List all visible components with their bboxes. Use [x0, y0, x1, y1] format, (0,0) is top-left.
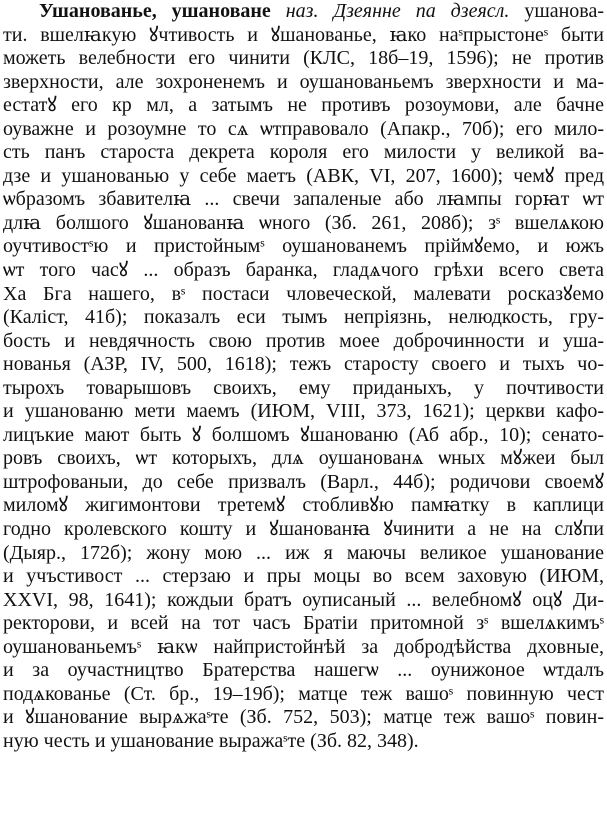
headword: Ушанованье, ушановане — [39, 0, 271, 22]
dictionary-entry — [3, 0, 604, 754]
entry-line: бость и невдячность свою против моее доброчинности и уша- — [3, 329, 604, 352]
entry-line: подѧкованье (Ст. бр., 19–19б); матце теж вашоˢ повинную чест — [3, 682, 604, 705]
entry-line: длꙗ болшого ꙋшанованꙗ ѡного (Зб. 261, 208б); зˢ вшелѧкою — [3, 211, 604, 234]
entry-line: и за оучастництво Братерства нашегѡ ... оунижоное ѡтдалъ — [3, 659, 604, 682]
entry-line: нованья (АЗР, IV, 500, 1618); тежъ старосту своего и тыхъ чо- — [3, 353, 604, 376]
entry-line: тырохъ товарышовъ своихъ, ему приданыхъ, у почтивости — [3, 376, 604, 399]
entry-text-segment: ушанова- — [524, 0, 604, 22]
entry-line: лицъкие мают быть ꙋ болшомъ ꙋшанованю (Аб абр., 10); сенато- — [3, 423, 604, 446]
entry-line: и учъстивост ... стерзаю и пры моцы во всем заховую (ИЮМ, — [3, 565, 604, 588]
entry-line: ровъ своихъ, ѡт которыхъ, длѧ оушанованѧ ѡных мꙋжеи был — [3, 447, 604, 470]
entry-line: оучтивостˢю и пристойнымˢ оушанованемъ пріймꙋемо, и южъ — [3, 235, 604, 258]
entry-line: (Каліст, 41б); показалъ еси тымъ непріязнь, нелюдкость, гру- — [3, 306, 604, 329]
entry-body — [3, 24, 604, 754]
entry-line: сть панъ староста декрета короля его милости у великой ва- — [3, 141, 604, 164]
entry-line: можеть велебности его чинити (КЛС, 18б–19, 1596); не против — [3, 47, 604, 70]
entry-line: и ꙋшанование вырѧжаˢте (Зб. 752, 503); матце теж вашоˢ повин- — [3, 706, 604, 729]
entry-line: естатꙋ его кр мл, а затымъ не противъ розоумови, але бачне — [3, 94, 604, 117]
grammar-label: наз. Дзеянне па дзеясл. — [285, 0, 510, 22]
entry-line: дзе и ушанованью у себе маетъ (АВК, VI, 207, 1600); чемꙋ пред — [3, 164, 604, 187]
entry-line: зверхности, але зохроненемъ и оушанованьемъ зверхности и ма- — [3, 70, 604, 93]
entry-line: (Дыяр., 172б); жону мою ... иж я маючы великое ушанование — [3, 541, 604, 564]
entry-line: Ха Бга нашего, вˢ постаси чловеческой, малевати росказꙋемо — [3, 282, 604, 305]
entry-first-line — [3, 0, 604, 24]
entry-line: XXVI, 98, 1641); кождыи братъ оуписаный ... велебномꙋ оцꙋ Ди- — [3, 588, 604, 611]
entry-line: оушанованьемъˢ ꙗкѡ найпристойнѣй за добродѣйства дховные, — [3, 635, 604, 658]
entry-line: ректорови, и всей на тот часъ Братіи притомной зˢ вшелѧкимъˢ — [3, 612, 604, 635]
entry-line: миломꙋ жигимонтови третемꙋ стобливꙋю памꙗтку в каплици — [3, 494, 604, 517]
entry-line: штрофованыи, до себе призвалъ (Варл., 44б); родичови своемꙋ — [3, 470, 604, 493]
entry-line: ти. вшелꙗкую ꙋчтивость и ꙋшанованье, ꙗко наˢпрыстонеˢ быти — [3, 23, 604, 46]
entry-line: годно кролевского кошту и ꙋшанованꙗ ꙋчинити а не на слꙋпи — [3, 518, 604, 541]
entry-line: ѡбразомъ збавителꙗ ... свечи запаленые або лꙗмпы горꙗт ѡт — [3, 188, 604, 211]
entry-line: ѡт того часꙋ ... образъ баранка, гладѧчого грѣхи всего света — [3, 259, 604, 282]
entry-line: оуважне и розоумне то сѧ ѡтправовало (Апакр., 70б); его мило- — [3, 117, 604, 140]
entry-line: ную честь и ушанование выражаˢте (Зб. 82, 348). — [3, 729, 419, 752]
entry-line: и ушанованю мети маемъ (ИЮМ, VIII, 373, 1621); церкви кафо- — [3, 400, 604, 423]
